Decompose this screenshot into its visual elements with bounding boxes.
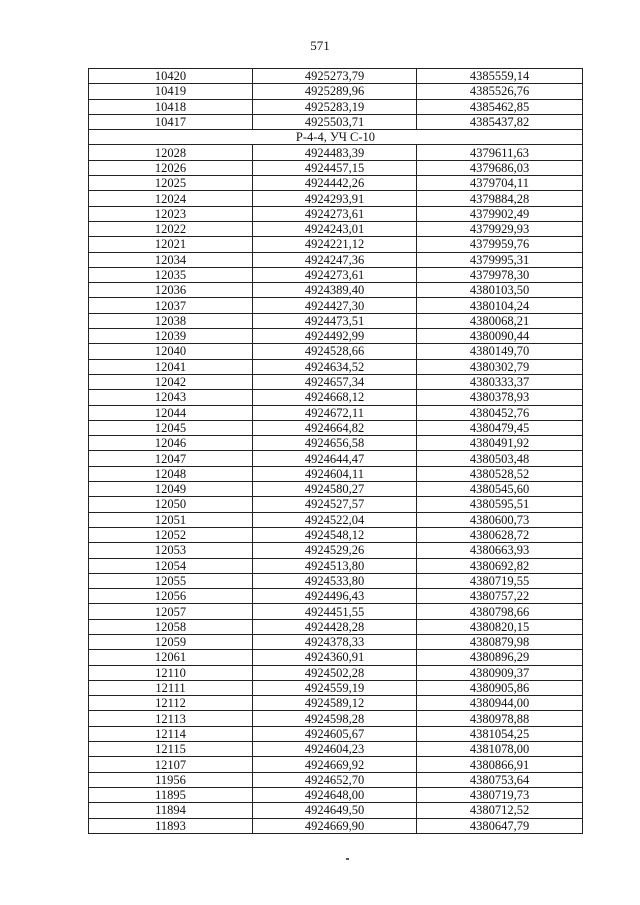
- point-number-cell: 11893: [89, 818, 253, 833]
- point-number-cell: 12037: [89, 298, 253, 313]
- y-coordinate-cell: 4380896,29: [417, 650, 583, 665]
- table-row: [89, 787, 583, 802]
- table-row: [89, 313, 583, 328]
- x-coordinate-cell: 4924273,61: [253, 206, 417, 221]
- point-number-cell: 12042: [89, 374, 253, 389]
- x-coordinate-cell: 4924293,91: [253, 191, 417, 206]
- y-coordinate-cell: 4380600,73: [417, 512, 583, 527]
- y-coordinate-cell: 4379884,28: [417, 191, 583, 206]
- y-coordinate-cell: 4385437,82: [417, 114, 583, 129]
- point-number-cell: 12051: [89, 512, 253, 527]
- y-coordinate-cell: 4380944,00: [417, 696, 583, 711]
- y-coordinate-cell: 4380104,24: [417, 298, 583, 313]
- table-row: [89, 237, 583, 252]
- y-coordinate-cell: 4380302,79: [417, 359, 583, 374]
- y-coordinate-cell: 4380866,91: [417, 757, 583, 772]
- table-row: [89, 665, 583, 680]
- point-number-cell: 12044: [89, 405, 253, 420]
- point-number-cell: 12114: [89, 726, 253, 741]
- table-row: [89, 298, 583, 313]
- point-number-cell: 12055: [89, 573, 253, 588]
- y-coordinate-cell: 4380798,66: [417, 604, 583, 619]
- table-row: [89, 206, 583, 221]
- x-coordinate-cell: 4924652,70: [253, 772, 417, 787]
- x-coordinate-cell: 4924657,34: [253, 374, 417, 389]
- y-coordinate-cell: 4380647,79: [417, 818, 583, 833]
- y-coordinate-cell: 4381078,00: [417, 742, 583, 757]
- table-row: [89, 482, 583, 497]
- section-heading: Р-4-4, УЧ С-10: [89, 130, 583, 145]
- point-number-cell: 12034: [89, 252, 253, 267]
- x-coordinate-cell: 4924649,50: [253, 803, 417, 818]
- point-number-cell: 12022: [89, 221, 253, 236]
- point-number-cell: 12021: [89, 237, 253, 252]
- x-coordinate-cell: 4924428,28: [253, 619, 417, 634]
- x-coordinate-cell: 4924533,80: [253, 573, 417, 588]
- x-coordinate-cell: 4924668,12: [253, 390, 417, 405]
- x-coordinate-cell: 4924528,66: [253, 344, 417, 359]
- y-coordinate-cell: 4380090,44: [417, 329, 583, 344]
- x-coordinate-cell: 4924522,04: [253, 512, 417, 527]
- y-coordinate-cell: 4380692,82: [417, 558, 583, 573]
- table-row: [89, 604, 583, 619]
- point-number-cell: 12036: [89, 283, 253, 298]
- point-number-cell: 12112: [89, 696, 253, 711]
- point-number-cell: 12024: [89, 191, 253, 206]
- x-coordinate-cell: 4924492,99: [253, 329, 417, 344]
- table-row: [89, 512, 583, 527]
- point-number-cell: 12061: [89, 650, 253, 665]
- x-coordinate-cell: 4924589,12: [253, 696, 417, 711]
- y-coordinate-cell: 4380628,72: [417, 527, 583, 542]
- y-coordinate-cell: 4379611,63: [417, 145, 583, 160]
- x-coordinate-cell: 4924605,67: [253, 726, 417, 741]
- x-coordinate-cell: 4924496,43: [253, 589, 417, 604]
- coordinates-table: [88, 68, 583, 834]
- y-coordinate-cell: 4379686,03: [417, 160, 583, 175]
- x-coordinate-cell: 4924604,11: [253, 466, 417, 481]
- table-row: [89, 634, 583, 649]
- scan-speck: [346, 858, 349, 860]
- point-number-cell: 11956: [89, 772, 253, 787]
- y-coordinate-cell: 4380663,93: [417, 543, 583, 558]
- x-coordinate-cell: 4925503,71: [253, 114, 417, 129]
- table-row: [89, 283, 583, 298]
- x-coordinate-cell: 4924442,26: [253, 176, 417, 191]
- x-coordinate-cell: 4924669,90: [253, 818, 417, 833]
- x-coordinate-cell: 4924580,27: [253, 482, 417, 497]
- table-row: [89, 527, 583, 542]
- table-row: [89, 650, 583, 665]
- x-coordinate-cell: 4925289,96: [253, 84, 417, 99]
- table-row: [89, 696, 583, 711]
- x-coordinate-cell: 4924457,15: [253, 160, 417, 175]
- table-row: [89, 543, 583, 558]
- y-coordinate-cell: 4380978,88: [417, 711, 583, 726]
- point-number-cell: 12049: [89, 482, 253, 497]
- point-number-cell: 12056: [89, 589, 253, 604]
- y-coordinate-cell: 4379978,30: [417, 267, 583, 282]
- y-coordinate-cell: 4380905,86: [417, 680, 583, 695]
- x-coordinate-cell: 4924656,58: [253, 436, 417, 451]
- y-coordinate-cell: 4380909,37: [417, 665, 583, 680]
- table-row: [89, 191, 583, 206]
- y-coordinate-cell: 4379902,49: [417, 206, 583, 221]
- x-coordinate-cell: 4924483,39: [253, 145, 417, 160]
- y-coordinate-cell: 4380595,51: [417, 497, 583, 512]
- y-coordinate-cell: 4385462,85: [417, 99, 583, 114]
- point-number-cell: 12026: [89, 160, 253, 175]
- y-coordinate-cell: 4380528,52: [417, 466, 583, 481]
- x-coordinate-cell: 4924598,28: [253, 711, 417, 726]
- point-number-cell: 12107: [89, 757, 253, 772]
- y-coordinate-cell: 4385526,76: [417, 84, 583, 99]
- point-number-cell: 12054: [89, 558, 253, 573]
- y-coordinate-cell: 4385559,14: [417, 69, 583, 84]
- point-number-cell: 12025: [89, 176, 253, 191]
- x-coordinate-cell: 4924548,12: [253, 527, 417, 542]
- table-row: [89, 436, 583, 451]
- x-coordinate-cell: 4924378,33: [253, 634, 417, 649]
- table-row: [89, 466, 583, 481]
- page-number: 571: [310, 38, 330, 53]
- y-coordinate-cell: 4380149,70: [417, 344, 583, 359]
- table-row: [89, 114, 583, 129]
- y-coordinate-cell: 4380068,21: [417, 313, 583, 328]
- point-number-cell: 12038: [89, 313, 253, 328]
- point-number-cell: 12028: [89, 145, 253, 160]
- y-coordinate-cell: 4380719,73: [417, 787, 583, 802]
- y-coordinate-cell: 4379959,76: [417, 237, 583, 252]
- point-number-cell: 12043: [89, 390, 253, 405]
- table-row: [89, 252, 583, 267]
- y-coordinate-cell: 4380333,37: [417, 374, 583, 389]
- point-number-cell: 11895: [89, 787, 253, 802]
- table-row: [89, 267, 583, 282]
- x-coordinate-cell: 4924502,28: [253, 665, 417, 680]
- x-coordinate-cell: 4924389,40: [253, 283, 417, 298]
- point-number-cell: 12113: [89, 711, 253, 726]
- x-coordinate-cell: 4924644,47: [253, 451, 417, 466]
- table-row: [89, 69, 583, 84]
- table-row: [89, 757, 583, 772]
- coordinates-table-body: [89, 69, 583, 834]
- x-coordinate-cell: 4924559,19: [253, 680, 417, 695]
- point-number-cell: 10420: [89, 69, 253, 84]
- y-coordinate-cell: 4380452,76: [417, 405, 583, 420]
- x-coordinate-cell: 4924247,36: [253, 252, 417, 267]
- x-coordinate-cell: 4924529,26: [253, 543, 417, 558]
- point-number-cell: 12058: [89, 619, 253, 634]
- point-number-cell: 12048: [89, 466, 253, 481]
- y-coordinate-cell: 4380753,64: [417, 772, 583, 787]
- point-number-cell: 10417: [89, 114, 253, 129]
- table-row: [89, 84, 583, 99]
- x-coordinate-cell: 4924634,52: [253, 359, 417, 374]
- x-coordinate-cell: 4924669,92: [253, 757, 417, 772]
- section-heading-row: [89, 130, 583, 145]
- y-coordinate-cell: 4380820,15: [417, 619, 583, 634]
- table-row: [89, 742, 583, 757]
- y-coordinate-cell: 4380503,48: [417, 451, 583, 466]
- table-row: [89, 818, 583, 833]
- x-coordinate-cell: 4924604,23: [253, 742, 417, 757]
- table-row: [89, 221, 583, 236]
- table-row: [89, 680, 583, 695]
- x-coordinate-cell: 4924451,55: [253, 604, 417, 619]
- point-number-cell: 12041: [89, 359, 253, 374]
- y-coordinate-cell: 4379929,93: [417, 221, 583, 236]
- point-number-cell: 12035: [89, 267, 253, 282]
- point-number-cell: 12045: [89, 420, 253, 435]
- table-row: [89, 558, 583, 573]
- table-row: [89, 420, 583, 435]
- point-number-cell: 12115: [89, 742, 253, 757]
- y-coordinate-cell: 4380712,52: [417, 803, 583, 818]
- x-coordinate-cell: 4925283,19: [253, 99, 417, 114]
- x-coordinate-cell: 4925273,79: [253, 69, 417, 84]
- point-number-cell: 12059: [89, 634, 253, 649]
- x-coordinate-cell: 4924427,30: [253, 298, 417, 313]
- x-coordinate-cell: 4924672,11: [253, 405, 417, 420]
- point-number-cell: 12039: [89, 329, 253, 344]
- point-number-cell: 12023: [89, 206, 253, 221]
- table-row: [89, 726, 583, 741]
- table-row: [89, 573, 583, 588]
- point-number-cell: 12057: [89, 604, 253, 619]
- table-row: [89, 160, 583, 175]
- point-number-cell: 10418: [89, 99, 253, 114]
- y-coordinate-cell: 4379704,11: [417, 176, 583, 191]
- x-coordinate-cell: 4924527,57: [253, 497, 417, 512]
- point-number-cell: 10419: [89, 84, 253, 99]
- x-coordinate-cell: 4924273,61: [253, 267, 417, 282]
- x-coordinate-cell: 4924513,80: [253, 558, 417, 573]
- y-coordinate-cell: 4380719,55: [417, 573, 583, 588]
- y-coordinate-cell: 4380479,45: [417, 420, 583, 435]
- table-row: [89, 329, 583, 344]
- table-row: [89, 176, 583, 191]
- table-row: [89, 711, 583, 726]
- y-coordinate-cell: 4380378,93: [417, 390, 583, 405]
- y-coordinate-cell: 4380879,98: [417, 634, 583, 649]
- table-row: [89, 390, 583, 405]
- y-coordinate-cell: 4379995,31: [417, 252, 583, 267]
- y-coordinate-cell: 4380103,50: [417, 283, 583, 298]
- point-number-cell: 12050: [89, 497, 253, 512]
- table-row: [89, 99, 583, 114]
- point-number-cell: 11894: [89, 803, 253, 818]
- table-row: [89, 772, 583, 787]
- table-row: [89, 589, 583, 604]
- point-number-cell: 12052: [89, 527, 253, 542]
- x-coordinate-cell: 4924648,00: [253, 787, 417, 802]
- table-row: [89, 344, 583, 359]
- table-row: [89, 145, 583, 160]
- point-number-cell: 12046: [89, 436, 253, 451]
- table-row: [89, 803, 583, 818]
- point-number-cell: 12053: [89, 543, 253, 558]
- y-coordinate-cell: 4380757,22: [417, 589, 583, 604]
- table-row: [89, 374, 583, 389]
- table-row: [89, 359, 583, 374]
- table-row: [89, 451, 583, 466]
- point-number-cell: 12047: [89, 451, 253, 466]
- x-coordinate-cell: 4924360,91: [253, 650, 417, 665]
- y-coordinate-cell: 4381054,25: [417, 726, 583, 741]
- point-number-cell: 12111: [89, 680, 253, 695]
- y-coordinate-cell: 4380491,92: [417, 436, 583, 451]
- table-row: [89, 619, 583, 634]
- y-coordinate-cell: 4380545,60: [417, 482, 583, 497]
- table-row: [89, 497, 583, 512]
- x-coordinate-cell: 4924243,01: [253, 221, 417, 236]
- table-row: [89, 405, 583, 420]
- x-coordinate-cell: 4924473,51: [253, 313, 417, 328]
- point-number-cell: 12110: [89, 665, 253, 680]
- x-coordinate-cell: 4924664,82: [253, 420, 417, 435]
- point-number-cell: 12040: [89, 344, 253, 359]
- x-coordinate-cell: 4924221,12: [253, 237, 417, 252]
